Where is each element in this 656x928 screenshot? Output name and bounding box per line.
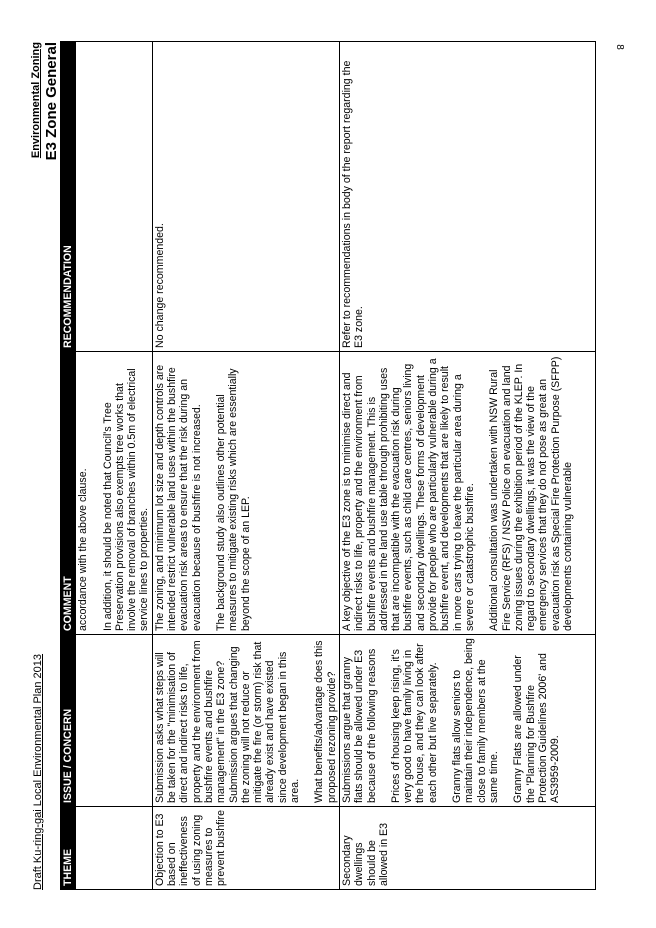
recommendation-cell	[339, 42, 595, 352]
issue-cell	[339, 635, 595, 807]
issue-cell-paragraph: Submission asks what steps will be taken for the "minimisation of direct and indirect risks to life, property and the environment from bushfire events and bushfire management" in the E3 zone? Submission argues that changing the zoning will not reduce or mitigate the fire (or storm) risk that already exist and have existed since development began in this area.	[153, 640, 302, 803]
theme-cell	[152, 807, 339, 890]
document-title: Draft Ku-ring-gai Local Environmental Plan 2013	[32, 653, 44, 890]
table-row	[76, 42, 152, 890]
table-row	[339, 42, 595, 890]
comment-cell-paragraph: A key objective of the E3 zone is to minimise direct and indirect risks to life, property and the environment from bushfire events and bushfire management. This is addressed in the land use table through prohibiting uses that are incompatible with the evacuation risk during bushfire events, such as child care centres, seniors living and secondary dwellings. These forms of development provide for people who are particularly vulnerable during a bushfire event, and developments that are likely to result in more cars trying to leave the particular area during a severe or catastrophic bushfire.	[340, 358, 476, 631]
theme-cell	[76, 807, 152, 890]
page-number: 8	[614, 44, 625, 50]
column-header-issue: ISSUE / CONCERN	[61, 635, 76, 807]
table-header-row	[61, 42, 76, 890]
comment-cell-paragraph: accordance with the above clause.	[77, 468, 90, 631]
comment-cell	[76, 352, 152, 635]
issue-cell-paragraph: Granny Flats are allowed under the 'Planning for Bushfire Protection Guidelines 2006' and AS3959-2009.	[512, 653, 562, 803]
recommendation-cell	[76, 42, 152, 352]
issue-cell	[152, 635, 339, 807]
issue-cell	[76, 635, 152, 807]
comment-cell-paragraph: In addition, it should be noted that Council's Tree Preservation provisions also exempts tree works that involve the removal of branches within 0.5m of electrical service lines to properties.	[101, 368, 151, 631]
issue-cell-paragraph: Prices of housing keep rising, it's very good to have family living in the house, and they can look after each other but live separately.	[389, 643, 439, 803]
comment-cell	[152, 352, 339, 635]
comment-cell-paragraph: The background study also outlines other potential measures to mitigate existing risks which are essentially beyond the scope of an LEP.	[214, 368, 252, 631]
recommendation-cell	[152, 42, 339, 352]
document-page	[30, 42, 620, 890]
comment-cell	[339, 352, 595, 635]
recommendation-cell-text: Refer to recommendations in body of the report regarding the E3 zone.	[340, 60, 366, 348]
section-heading	[30, 42, 60, 160]
submissions-table	[60, 41, 596, 890]
column-header-comment: COMMENT	[61, 352, 76, 635]
issue-cell-paragraph: Submissions argue that granny flats should be allowed under E3 because of the following reasons	[340, 648, 378, 803]
issue-cell-paragraph: What benefits/advantage does this proposed rezoning provide?	[313, 640, 338, 803]
table-row	[152, 42, 339, 890]
table-body	[76, 42, 596, 890]
theme-cell	[339, 807, 595, 890]
section-subtitle: Environmental Zoning	[30, 42, 42, 159]
comment-cell-paragraph: The zoning, and minimum lot size and depth controls are intended restrict vulnerable land uses within the bushfire evacuation risk areas to ensure that the risk during an evacuation because of bushfire is not increased.	[153, 364, 203, 631]
section-title: E3 Zone General	[43, 42, 60, 161]
comment-cell-paragraph: Additional consultation was undertaken with NSW Rural Fire Service (RFS) / NSW Police on evacuation and land zoning issues during the exhibition period of the KLEP. In regard to secondary dwellings, it was the view of the emergency services that they do not pose as great an evacuation risk as Special Fire Protection Purpose (SFPP) developments containing vulnerable	[488, 356, 574, 631]
issue-cell-paragraph: Granny flats allow seniors to maintain their independence, being close to family members at the same time.	[451, 638, 500, 803]
column-header-theme: THEME	[61, 807, 76, 890]
recommendation-cell-text: No change recommended.	[153, 223, 166, 348]
theme-cell-text: Secondary dwellings should be allowed in E3	[340, 822, 390, 886]
column-header-recommendation: RECOMMENDATION	[61, 42, 76, 352]
theme-cell-text: Objection to E3 based on ineffectiveness of using zoning measures to prevent bushfire	[153, 810, 228, 886]
